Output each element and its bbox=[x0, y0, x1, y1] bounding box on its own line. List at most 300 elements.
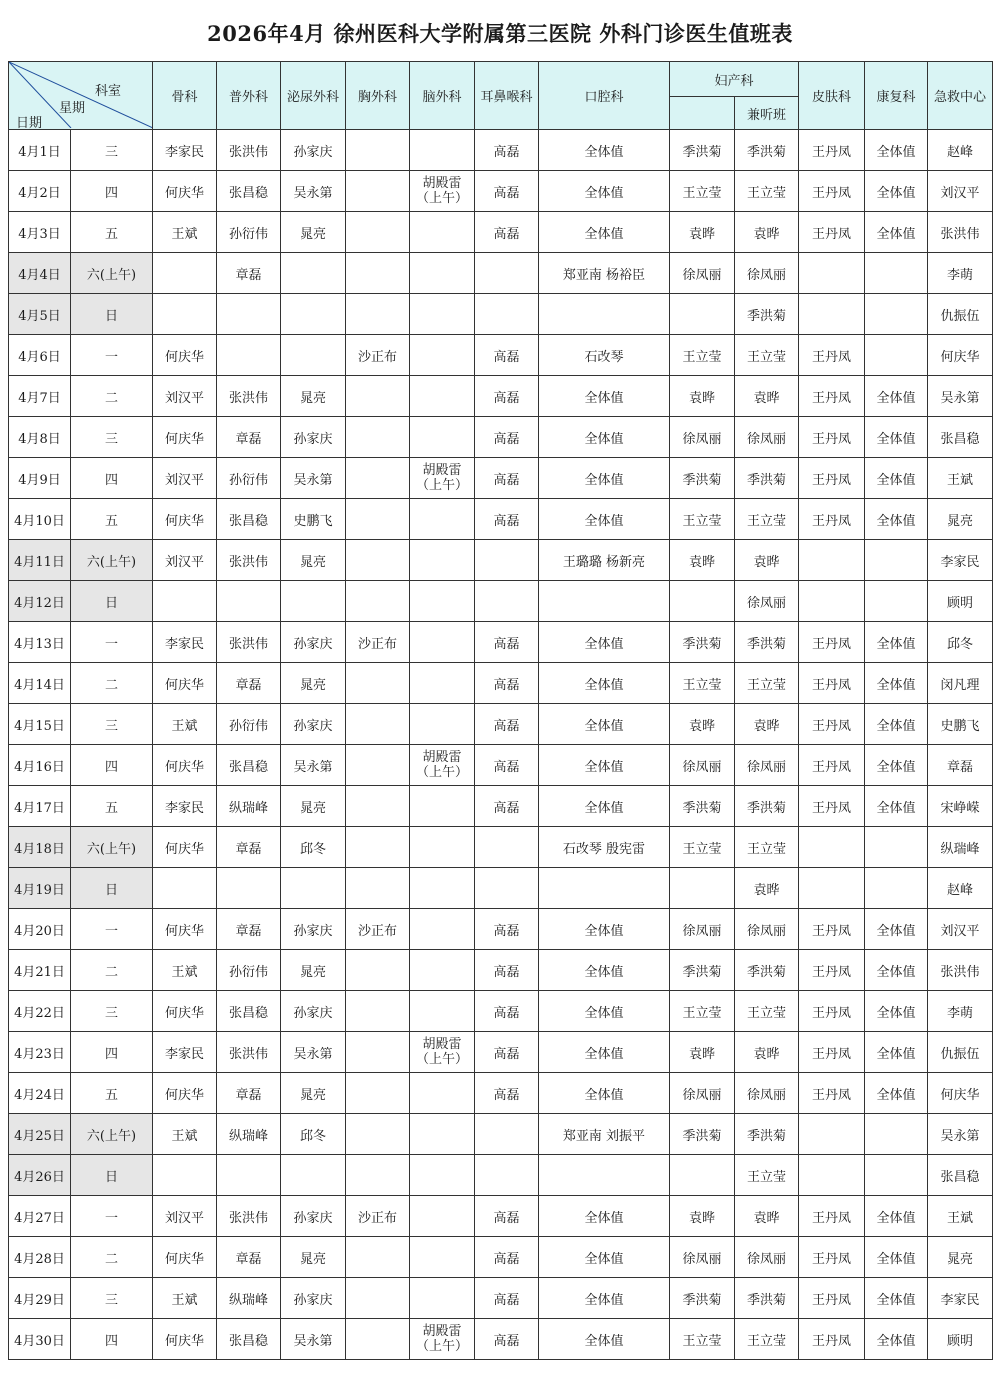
orthopedics-cell: 刘汉平 bbox=[153, 458, 217, 499]
urology-cell: 吴永第 bbox=[281, 458, 346, 499]
obgyn-cell bbox=[670, 1155, 735, 1196]
thoracic-surgery-cell bbox=[346, 581, 410, 622]
orthopedics-cell: 李家民 bbox=[153, 622, 217, 663]
emergency-center-cell: 宋峥嵘 bbox=[928, 786, 993, 827]
stomatology-cell: 全体值 bbox=[539, 458, 670, 499]
neurosurgery-cell bbox=[410, 704, 475, 745]
ent-cell: 高磊 bbox=[475, 499, 539, 540]
orthopedics-cell: 何庆华 bbox=[153, 1319, 217, 1360]
table-row bbox=[9, 991, 993, 1032]
neurosurgery-cell bbox=[410, 950, 475, 991]
thoracic-surgery-cell bbox=[346, 991, 410, 1032]
ent-cell: 高磊 bbox=[475, 130, 539, 171]
rehabilitation-cell: 全体值 bbox=[865, 499, 928, 540]
weekday-cell: 二 bbox=[71, 663, 153, 704]
urology-cell: 吴永第 bbox=[281, 171, 346, 212]
emergency-center-cell: 邱冬 bbox=[928, 622, 993, 663]
stomatology-cell: 全体值 bbox=[539, 991, 670, 1032]
stomatology-cell bbox=[539, 868, 670, 909]
dermatology-cell: 王丹凤 bbox=[799, 376, 865, 417]
date-cell: 4月3日 bbox=[9, 212, 71, 253]
obgyn-cell: 袁晔 bbox=[670, 704, 735, 745]
rehabilitation-cell: 全体值 bbox=[865, 417, 928, 458]
weekday-cell: 一 bbox=[71, 622, 153, 663]
weekday-cell: 六(上午) bbox=[71, 1114, 153, 1155]
emergency-center-cell: 顾明 bbox=[928, 1319, 993, 1360]
obgyn-standby-cell: 徐凤丽 bbox=[735, 581, 799, 622]
table-header bbox=[9, 62, 993, 130]
stomatology-cell bbox=[539, 294, 670, 335]
neurosurgery-cell bbox=[410, 663, 475, 704]
general-surgery-cell bbox=[217, 335, 281, 376]
header-general-surgery: 普外科 bbox=[217, 62, 281, 130]
weekday-cell: 三 bbox=[71, 1278, 153, 1319]
thoracic-surgery-cell bbox=[346, 1114, 410, 1155]
obgyn-cell: 王立莹 bbox=[670, 991, 735, 1032]
urology-cell: 晁亮 bbox=[281, 1073, 346, 1114]
header-dermatology: 皮肤科 bbox=[799, 62, 865, 130]
dermatology-cell: 王丹凤 bbox=[799, 1032, 865, 1073]
weekday-cell: 五 bbox=[71, 786, 153, 827]
emergency-center-cell: 张洪伟 bbox=[928, 950, 993, 991]
urology-cell: 孙家庆 bbox=[281, 1196, 346, 1237]
urology-cell: 孙家庆 bbox=[281, 130, 346, 171]
emergency-center-cell: 纵瑞峰 bbox=[928, 827, 993, 868]
table-row bbox=[9, 1032, 993, 1073]
obgyn-standby-cell: 王立莹 bbox=[735, 499, 799, 540]
table-row bbox=[9, 130, 993, 171]
orthopedics-cell: 李家民 bbox=[153, 786, 217, 827]
thoracic-surgery-cell bbox=[346, 868, 410, 909]
emergency-center-cell: 王斌 bbox=[928, 458, 993, 499]
stomatology-cell: 全体值 bbox=[539, 1237, 670, 1278]
weekday-cell: 五 bbox=[71, 212, 153, 253]
emergency-center-cell: 何庆华 bbox=[928, 1073, 993, 1114]
general-surgery-cell: 张昌稳 bbox=[217, 171, 281, 212]
stomatology-cell: 石改琴 bbox=[539, 335, 670, 376]
orthopedics-cell: 李家民 bbox=[153, 130, 217, 171]
dermatology-cell: 王丹凤 bbox=[799, 991, 865, 1032]
obgyn-standby-cell: 王立莹 bbox=[735, 1155, 799, 1196]
header-urology: 泌尿外科 bbox=[281, 62, 346, 130]
urology-cell bbox=[281, 868, 346, 909]
date-cell: 4月21日 bbox=[9, 950, 71, 991]
orthopedics-cell: 何庆华 bbox=[153, 335, 217, 376]
general-surgery-cell: 纵瑞峰 bbox=[217, 1114, 281, 1155]
orthopedics-cell: 何庆华 bbox=[153, 171, 217, 212]
thoracic-surgery-cell: 沙正布 bbox=[346, 622, 410, 663]
weekday-cell: 三 bbox=[71, 417, 153, 458]
obgyn-standby-cell: 王立莹 bbox=[735, 171, 799, 212]
general-surgery-cell: 孙衍伟 bbox=[217, 458, 281, 499]
obgyn-standby-cell: 王立莹 bbox=[735, 991, 799, 1032]
dermatology-cell bbox=[799, 1114, 865, 1155]
stomatology-cell: 全体值 bbox=[539, 786, 670, 827]
obgyn-cell: 季洪菊 bbox=[670, 458, 735, 499]
page-title: 2026年4月 徐州医科大学附属第三医院 外科门诊医生值班表 bbox=[207, 21, 793, 46]
date-cell: 4月13日 bbox=[9, 622, 71, 663]
stomatology-cell: 全体值 bbox=[539, 663, 670, 704]
orthopedics-cell: 王斌 bbox=[153, 950, 217, 991]
obgyn-standby-cell: 季洪菊 bbox=[735, 458, 799, 499]
emergency-center-cell: 刘汉平 bbox=[928, 171, 993, 212]
table-row bbox=[9, 1319, 993, 1360]
emergency-center-cell: 顾明 bbox=[928, 581, 993, 622]
rehabilitation-cell: 全体值 bbox=[865, 704, 928, 745]
urology-cell: 吴永第 bbox=[281, 1319, 346, 1360]
rehabilitation-cell bbox=[865, 1155, 928, 1196]
ent-cell: 高磊 bbox=[475, 663, 539, 704]
date-cell: 4月6日 bbox=[9, 335, 71, 376]
thoracic-surgery-cell bbox=[346, 540, 410, 581]
ent-cell: 高磊 bbox=[475, 909, 539, 950]
table-row bbox=[9, 499, 993, 540]
obgyn-standby-cell: 袁晔 bbox=[735, 540, 799, 581]
rehabilitation-cell: 全体值 bbox=[865, 1278, 928, 1319]
obgyn-cell: 袁晔 bbox=[670, 376, 735, 417]
rehabilitation-cell: 全体值 bbox=[865, 622, 928, 663]
general-surgery-cell bbox=[217, 868, 281, 909]
general-surgery-cell: 张昌稳 bbox=[217, 745, 281, 786]
obgyn-standby-cell: 徐凤丽 bbox=[735, 1073, 799, 1114]
table-row bbox=[9, 1114, 993, 1155]
header-emergency-center: 急救中心 bbox=[928, 62, 993, 130]
date-cell: 4月5日 bbox=[9, 294, 71, 335]
table-row bbox=[9, 663, 993, 704]
general-surgery-cell: 章磊 bbox=[217, 417, 281, 458]
urology-cell: 吴永第 bbox=[281, 1032, 346, 1073]
table-row bbox=[9, 1237, 993, 1278]
rehabilitation-cell: 全体值 bbox=[865, 1032, 928, 1073]
orthopedics-cell: 李家民 bbox=[153, 1032, 217, 1073]
dermatology-cell bbox=[799, 581, 865, 622]
ent-cell bbox=[475, 868, 539, 909]
ent-cell: 高磊 bbox=[475, 1073, 539, 1114]
orthopedics-cell: 何庆华 bbox=[153, 909, 217, 950]
general-surgery-cell: 张洪伟 bbox=[217, 130, 281, 171]
neurosurgery-cell bbox=[410, 1155, 475, 1196]
thoracic-surgery-cell bbox=[346, 704, 410, 745]
emergency-center-cell: 史鹏飞 bbox=[928, 704, 993, 745]
thoracic-surgery-cell bbox=[346, 1237, 410, 1278]
obgyn-standby-cell: 袁晔 bbox=[735, 704, 799, 745]
obgyn-cell: 徐凤丽 bbox=[670, 1073, 735, 1114]
rehabilitation-cell: 全体值 bbox=[865, 950, 928, 991]
stomatology-cell: 全体值 bbox=[539, 704, 670, 745]
dermatology-cell: 王丹凤 bbox=[799, 1319, 865, 1360]
obgyn-standby-cell: 徐凤丽 bbox=[735, 417, 799, 458]
general-surgery-cell: 章磊 bbox=[217, 1073, 281, 1114]
ent-cell bbox=[475, 827, 539, 868]
thoracic-surgery-cell bbox=[346, 376, 410, 417]
stomatology-cell bbox=[539, 1155, 670, 1196]
obgyn-standby-cell: 季洪菊 bbox=[735, 786, 799, 827]
obgyn-cell: 袁晔 bbox=[670, 1032, 735, 1073]
neurosurgery-cell bbox=[410, 458, 475, 499]
table-row bbox=[9, 745, 993, 786]
stomatology-cell: 全体值 bbox=[539, 1073, 670, 1114]
table-row bbox=[9, 1073, 993, 1114]
ent-cell bbox=[475, 1155, 539, 1196]
neurosurgery-cell bbox=[410, 1237, 475, 1278]
obgyn-standby-cell: 袁晔 bbox=[735, 376, 799, 417]
rehabilitation-cell: 全体值 bbox=[865, 991, 928, 1032]
obgyn-cell bbox=[670, 868, 735, 909]
dermatology-cell: 王丹凤 bbox=[799, 335, 865, 376]
date-cell: 4月29日 bbox=[9, 1278, 71, 1319]
urology-cell bbox=[281, 1155, 346, 1196]
weekday-cell: 一 bbox=[71, 335, 153, 376]
obgyn-cell: 王立莹 bbox=[670, 171, 735, 212]
neurosurgery-cell bbox=[410, 171, 475, 212]
table-row bbox=[9, 540, 993, 581]
dermatology-cell: 王丹凤 bbox=[799, 499, 865, 540]
dermatology-cell: 王丹凤 bbox=[799, 745, 865, 786]
thoracic-surgery-cell bbox=[346, 417, 410, 458]
dermatology-cell: 王丹凤 bbox=[799, 1196, 865, 1237]
weekday-cell: 二 bbox=[71, 1237, 153, 1278]
table-row bbox=[9, 868, 993, 909]
neurosurgery-cell bbox=[410, 540, 475, 581]
rehabilitation-cell: 全体值 bbox=[865, 786, 928, 827]
obgyn-standby-cell: 季洪菊 bbox=[735, 130, 799, 171]
orthopedics-cell: 何庆华 bbox=[153, 827, 217, 868]
thoracic-surgery-cell: 沙正布 bbox=[346, 335, 410, 376]
orthopedics-cell: 刘汉平 bbox=[153, 1196, 217, 1237]
stomatology-cell: 全体值 bbox=[539, 499, 670, 540]
table-row bbox=[9, 212, 993, 253]
emergency-center-cell: 晁亮 bbox=[928, 1237, 993, 1278]
rehabilitation-cell: 全体值 bbox=[865, 212, 928, 253]
date-cell: 4月27日 bbox=[9, 1196, 71, 1237]
urology-cell: 晁亮 bbox=[281, 663, 346, 704]
neurosurgery-text: 胡殿雷 （上午） bbox=[415, 1037, 468, 1067]
ent-cell bbox=[475, 253, 539, 294]
rehabilitation-cell: 全体值 bbox=[865, 909, 928, 950]
neurosurgery-text: 胡殿雷 （上午） bbox=[415, 750, 468, 780]
neurosurgery-cell bbox=[410, 130, 475, 171]
weekday-cell: 六(上午) bbox=[71, 540, 153, 581]
weekday-cell: 三 bbox=[71, 130, 153, 171]
obgyn-cell: 季洪菊 bbox=[670, 950, 735, 991]
header-row bbox=[9, 62, 993, 97]
table-row bbox=[9, 581, 993, 622]
ent-cell: 高磊 bbox=[475, 376, 539, 417]
obgyn-standby-cell: 袁晔 bbox=[735, 1032, 799, 1073]
weekday-cell: 五 bbox=[71, 499, 153, 540]
obgyn-standby-cell: 徐凤丽 bbox=[735, 253, 799, 294]
weekday-cell: 五 bbox=[71, 1073, 153, 1114]
rehabilitation-cell bbox=[865, 1114, 928, 1155]
emergency-center-cell: 李萌 bbox=[928, 991, 993, 1032]
neurosurgery-cell bbox=[410, 335, 475, 376]
date-cell: 4月18日 bbox=[9, 827, 71, 868]
table-row bbox=[9, 458, 993, 499]
obgyn-cell: 徐凤丽 bbox=[670, 1237, 735, 1278]
obgyn-standby-cell: 季洪菊 bbox=[735, 622, 799, 663]
urology-cell: 孙家庆 bbox=[281, 417, 346, 458]
emergency-center-cell: 张洪伟 bbox=[928, 212, 993, 253]
weekday-cell: 一 bbox=[71, 1196, 153, 1237]
neurosurgery-cell bbox=[410, 827, 475, 868]
urology-cell: 史鹏飞 bbox=[281, 499, 346, 540]
header-ent: 耳鼻喉科 bbox=[475, 62, 539, 130]
header-obgyn-standby: 兼听班 bbox=[735, 97, 799, 130]
dermatology-cell: 王丹凤 bbox=[799, 663, 865, 704]
dermatology-cell: 王丹凤 bbox=[799, 1278, 865, 1319]
thoracic-surgery-cell bbox=[346, 827, 410, 868]
weekday-cell: 二 bbox=[71, 376, 153, 417]
ent-cell bbox=[475, 294, 539, 335]
thoracic-surgery-cell bbox=[346, 1155, 410, 1196]
general-surgery-cell bbox=[217, 294, 281, 335]
rehabilitation-cell bbox=[865, 581, 928, 622]
neurosurgery-cell bbox=[410, 622, 475, 663]
emergency-center-cell: 王斌 bbox=[928, 1196, 993, 1237]
dermatology-cell bbox=[799, 540, 865, 581]
date-cell: 4月9日 bbox=[9, 458, 71, 499]
stomatology-cell: 全体值 bbox=[539, 130, 670, 171]
urology-cell: 邱冬 bbox=[281, 827, 346, 868]
urology-cell bbox=[281, 581, 346, 622]
urology-cell: 孙家庆 bbox=[281, 909, 346, 950]
neurosurgery-cell bbox=[410, 1073, 475, 1114]
table-row bbox=[9, 376, 993, 417]
stomatology-cell: 全体值 bbox=[539, 1278, 670, 1319]
date-cell: 4月11日 bbox=[9, 540, 71, 581]
stomatology-cell: 全体值 bbox=[539, 1196, 670, 1237]
thoracic-surgery-cell bbox=[346, 171, 410, 212]
ent-cell: 高磊 bbox=[475, 1278, 539, 1319]
stomatology-cell: 全体值 bbox=[539, 622, 670, 663]
orthopedics-cell bbox=[153, 294, 217, 335]
emergency-center-cell: 李家民 bbox=[928, 1278, 993, 1319]
neurosurgery-cell bbox=[410, 786, 475, 827]
date-cell: 4月4日 bbox=[9, 253, 71, 294]
thoracic-surgery-cell: 沙正布 bbox=[346, 909, 410, 950]
orthopedics-cell bbox=[153, 868, 217, 909]
date-cell: 4月16日 bbox=[9, 745, 71, 786]
ent-cell: 高磊 bbox=[475, 786, 539, 827]
date-cell: 4月30日 bbox=[9, 1319, 71, 1360]
ent-cell: 高磊 bbox=[475, 1319, 539, 1360]
date-cell: 4月15日 bbox=[9, 704, 71, 745]
general-surgery-cell: 张洪伟 bbox=[217, 540, 281, 581]
table-row bbox=[9, 171, 993, 212]
neurosurgery-text: 胡殿雷 （上午） bbox=[415, 1324, 468, 1354]
general-surgery-cell: 张昌稳 bbox=[217, 991, 281, 1032]
date-cell: 4月23日 bbox=[9, 1032, 71, 1073]
neurosurgery-cell bbox=[410, 1032, 475, 1073]
ent-cell: 高磊 bbox=[475, 1196, 539, 1237]
emergency-center-cell: 吴永第 bbox=[928, 376, 993, 417]
ent-cell bbox=[475, 581, 539, 622]
obgyn-standby-cell: 王立莹 bbox=[735, 663, 799, 704]
orthopedics-cell: 何庆华 bbox=[153, 417, 217, 458]
orthopedics-cell: 何庆华 bbox=[153, 991, 217, 1032]
thoracic-surgery-cell bbox=[346, 294, 410, 335]
thoracic-surgery-cell bbox=[346, 1278, 410, 1319]
date-cell: 4月24日 bbox=[9, 1073, 71, 1114]
stomatology-cell: 全体值 bbox=[539, 417, 670, 458]
dermatology-cell: 王丹凤 bbox=[799, 458, 865, 499]
urology-cell: 吴永第 bbox=[281, 745, 346, 786]
table-row bbox=[9, 1278, 993, 1319]
urology-cell: 孙家庆 bbox=[281, 991, 346, 1032]
general-surgery-cell: 孙衍伟 bbox=[217, 212, 281, 253]
weekday-cell: 四 bbox=[71, 458, 153, 499]
obgyn-cell bbox=[670, 581, 735, 622]
dermatology-cell: 王丹凤 bbox=[799, 417, 865, 458]
orthopedics-cell: 何庆华 bbox=[153, 499, 217, 540]
general-surgery-cell: 章磊 bbox=[217, 663, 281, 704]
header-neurosurgery: 脑外科 bbox=[410, 62, 475, 130]
orthopedics-cell: 王斌 bbox=[153, 1114, 217, 1155]
thoracic-surgery-cell bbox=[346, 786, 410, 827]
obgyn-cell: 徐凤丽 bbox=[670, 417, 735, 458]
table-row bbox=[9, 1196, 993, 1237]
obgyn-cell: 季洪菊 bbox=[670, 130, 735, 171]
general-surgery-cell: 章磊 bbox=[217, 909, 281, 950]
rehabilitation-cell: 全体值 bbox=[865, 663, 928, 704]
header-obgyn-main bbox=[670, 97, 735, 130]
thoracic-surgery-cell bbox=[346, 1319, 410, 1360]
thoracic-surgery-cell bbox=[346, 950, 410, 991]
thoracic-surgery-cell bbox=[346, 458, 410, 499]
emergency-center-cell: 仇振伍 bbox=[928, 1032, 993, 1073]
neurosurgery-text: 胡殿雷 （上午） bbox=[415, 176, 468, 206]
neurosurgery-cell bbox=[410, 1278, 475, 1319]
thoracic-surgery-cell bbox=[346, 1032, 410, 1073]
rehabilitation-cell: 全体值 bbox=[865, 1237, 928, 1278]
date-cell: 4月7日 bbox=[9, 376, 71, 417]
table-row bbox=[9, 622, 993, 663]
ent-cell: 高磊 bbox=[475, 212, 539, 253]
general-surgery-cell: 张洪伟 bbox=[217, 622, 281, 663]
orthopedics-cell bbox=[153, 1155, 217, 1196]
thoracic-surgery-cell bbox=[346, 1073, 410, 1114]
urology-cell: 孙家庆 bbox=[281, 1278, 346, 1319]
table-row bbox=[9, 417, 993, 458]
dermatology-cell: 王丹凤 bbox=[799, 704, 865, 745]
obgyn-cell: 季洪菊 bbox=[670, 786, 735, 827]
obgyn-cell: 王立莹 bbox=[670, 335, 735, 376]
emergency-center-cell: 闵凡理 bbox=[928, 663, 993, 704]
date-cell: 4月14日 bbox=[9, 663, 71, 704]
dermatology-cell: 王丹凤 bbox=[799, 212, 865, 253]
obgyn-standby-cell: 季洪菊 bbox=[735, 294, 799, 335]
dermatology-cell: 王丹凤 bbox=[799, 950, 865, 991]
stomatology-cell: 全体值 bbox=[539, 1032, 670, 1073]
ent-cell: 高磊 bbox=[475, 622, 539, 663]
orthopedics-cell: 王斌 bbox=[153, 704, 217, 745]
rehabilitation-cell: 全体值 bbox=[865, 1196, 928, 1237]
urology-cell bbox=[281, 335, 346, 376]
date-cell: 4月20日 bbox=[9, 909, 71, 950]
table-row bbox=[9, 909, 993, 950]
obgyn-standby-cell: 袁晔 bbox=[735, 868, 799, 909]
urology-cell: 晁亮 bbox=[281, 212, 346, 253]
orthopedics-cell: 何庆华 bbox=[153, 745, 217, 786]
thoracic-surgery-cell bbox=[346, 499, 410, 540]
header-thoracic-surgery: 胸外科 bbox=[346, 62, 410, 130]
general-surgery-cell: 章磊 bbox=[217, 253, 281, 294]
weekday-cell: 日 bbox=[71, 581, 153, 622]
obgyn-cell: 袁晔 bbox=[670, 1196, 735, 1237]
neurosurgery-cell bbox=[410, 909, 475, 950]
emergency-center-cell: 晁亮 bbox=[928, 499, 993, 540]
table-body bbox=[9, 130, 993, 1360]
